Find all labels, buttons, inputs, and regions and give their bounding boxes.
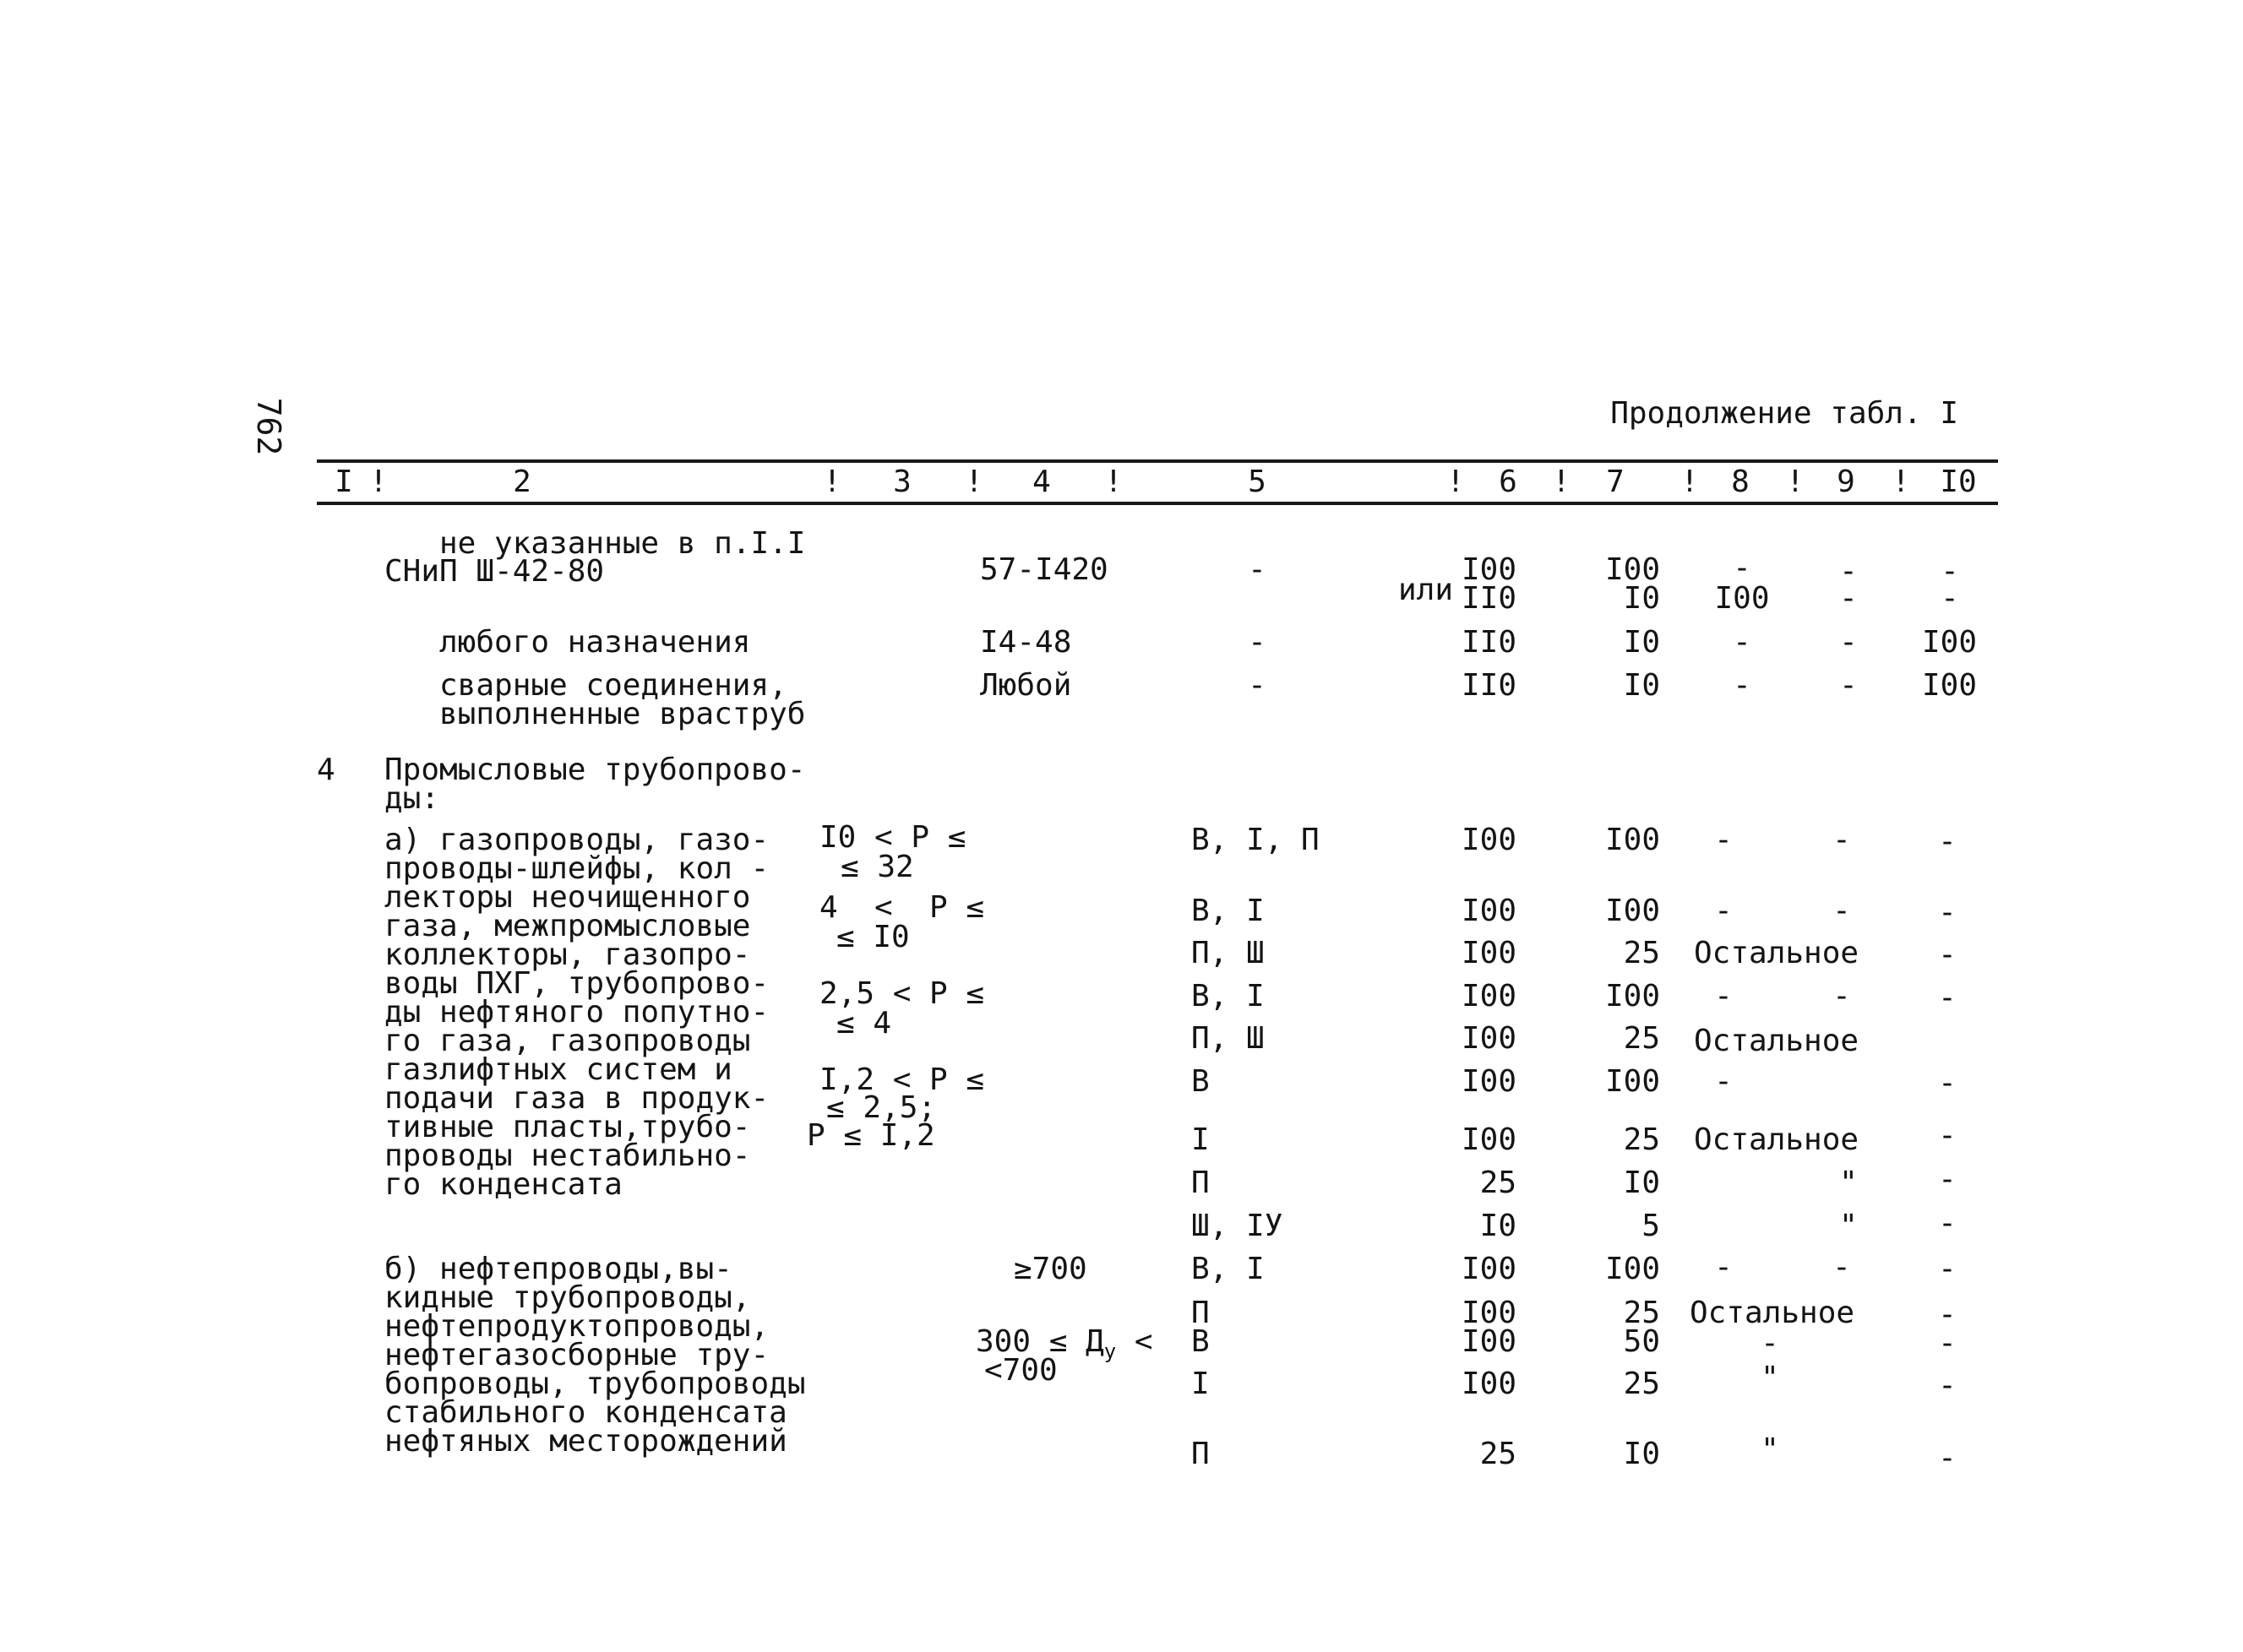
cell-col7: I00 <box>1604 823 1660 857</box>
cell-col10: I00 <box>1921 668 1977 703</box>
cell-col9: - <box>1832 1250 1851 1285</box>
cell-col7: I0 <box>1623 581 1660 616</box>
desc-line: коллекторы, газопро- <box>384 937 751 972</box>
cell-col5: В, I <box>1191 1252 1265 1286</box>
header-col-4: 4 <box>1032 465 1051 499</box>
header-col-5: 5 <box>1248 465 1266 499</box>
pressure-range: ≤ I0 <box>836 920 910 954</box>
cell-col7: 25 <box>1623 1021 1660 1056</box>
cell-col8: - <box>1714 894 1733 928</box>
table-caption: Продолжение табл. I <box>1610 396 1958 431</box>
header-separator: ! <box>1446 465 1465 499</box>
cell-col5: I <box>1191 1367 1210 1401</box>
header-separator: ! <box>1892 465 1910 499</box>
cell-col6: I00 <box>1461 936 1516 970</box>
row-description: сварные соединения, <box>439 668 787 703</box>
section-title: Промысловые трубопрово- <box>384 753 806 787</box>
or-label: или <box>1398 573 1454 607</box>
header-col-8: 8 <box>1731 465 1750 499</box>
cell-col8-9-rest: Остальное <box>1694 936 1859 970</box>
header-separator: ! <box>965 465 983 499</box>
cell-col7: I0 <box>1623 625 1660 660</box>
cell-col7: 25 <box>1623 936 1660 970</box>
cell-col8: - <box>1733 551 1751 585</box>
cell-col5: - <box>1248 552 1266 587</box>
cell-col6: I00 <box>1461 1296 1516 1330</box>
cell-col10: - <box>1938 1162 1957 1197</box>
cell-col8-9-rest: Остальное <box>1694 1122 1859 1157</box>
cell-col5: В <box>1191 1324 1210 1359</box>
desc-line: проводы-шлейфы, кол - <box>384 851 770 886</box>
cell-col6: I00 <box>1461 1021 1516 1056</box>
cell-col9: " <box>1839 1166 1858 1200</box>
header-col-9: 9 <box>1837 465 1855 499</box>
cell-col10: - <box>1938 1066 1957 1100</box>
cell-col7: I00 <box>1604 1252 1660 1286</box>
cell-col10: - <box>1938 1252 1957 1286</box>
page-number: 762 <box>250 397 287 456</box>
cell-col10: - <box>1938 1118 1957 1153</box>
cell-col5: П <box>1191 1437 1210 1471</box>
cell-col10: - <box>1941 554 1959 589</box>
cell-col7: I0 <box>1623 1166 1660 1200</box>
desc-line: ды нефтяного попутно- <box>384 995 770 1030</box>
cell-col5: П, Ш <box>1191 1021 1265 1056</box>
cell-col8: - <box>1714 1064 1733 1099</box>
section-number: 4 <box>317 753 335 787</box>
cell-col4: 57-I420 <box>980 552 1108 587</box>
cell-col5: В, I, П <box>1191 823 1320 857</box>
desc-line: проводы нестабильно- <box>384 1138 751 1173</box>
desc-line: го конденсата <box>384 1167 623 1202</box>
cell-col10: I00 <box>1921 625 1977 660</box>
cell-col8-9-rest: Остальное <box>1694 1024 1859 1058</box>
cell-col7: 5 <box>1641 1209 1660 1243</box>
cell-col6: I00 <box>1461 894 1516 928</box>
cell-col6: I00 <box>1461 823 1516 857</box>
header-separator: ! <box>1680 465 1699 499</box>
header-col-3: 3 <box>893 465 912 499</box>
cell-col8: - <box>1733 668 1751 703</box>
cell-col8: - <box>1714 823 1733 857</box>
pressure-range: 4 < P ≤ <box>819 890 985 925</box>
cell-col9: - <box>1839 625 1858 660</box>
header-col-2: 2 <box>513 465 531 499</box>
cell-col9: - <box>1832 823 1851 857</box>
cell-col6: I00 <box>1461 979 1516 1013</box>
cell-col10: - <box>1938 895 1957 930</box>
cell-col7: 25 <box>1623 1367 1660 1401</box>
cell-col5: П <box>1191 1166 1210 1200</box>
cell-col5: В <box>1191 1064 1210 1099</box>
diameter-range: <700 <box>984 1353 1058 1388</box>
cell-col5: В, I <box>1191 894 1265 928</box>
cell-col7: I00 <box>1604 1064 1660 1099</box>
desc-line: а) газопроводы, газо- <box>384 823 770 857</box>
cell-col9: - <box>1832 894 1851 928</box>
cell-col10: - <box>1938 1368 1957 1403</box>
cell-col10: - <box>1938 1441 1957 1475</box>
cell-col6: 25 <box>1479 1437 1516 1471</box>
header-bottom-rule <box>317 502 1998 505</box>
cell-col7: I0 <box>1623 1437 1660 1471</box>
cell-col8: - <box>1714 979 1733 1013</box>
desc-line: бопроводы, трубопроводы <box>384 1367 806 1401</box>
cell-col8-9-rest: Остальное <box>1690 1296 1855 1330</box>
header-separator: ! <box>823 465 841 499</box>
desc-line: воды ПХГ, трубопрово- <box>384 966 770 1001</box>
row-description: любого назначения <box>439 625 751 660</box>
desc-line: газа, межпромысловые <box>384 909 751 943</box>
desc-line: б) нефтепроводы,вы- <box>384 1252 732 1286</box>
pressure-range: ≤ 4 <box>836 1006 892 1041</box>
pressure-range: I0 < P ≤ <box>819 820 966 855</box>
cell-col9: " <box>1839 1209 1858 1243</box>
row-description: не указанные в п.I.I <box>439 526 806 561</box>
cell-col6: II0 <box>1461 668 1516 703</box>
cell-col7: I0 <box>1623 668 1660 703</box>
pressure-range: ≤ 2,5; <box>826 1090 937 1125</box>
desc-line: нефтяных месторождений <box>384 1424 787 1459</box>
cell-col8: " <box>1761 1432 1779 1467</box>
cell-col7: I00 <box>1604 894 1660 928</box>
cell-col8: " <box>1761 1361 1779 1395</box>
desc-line: кидные трубопроводы, <box>384 1280 751 1315</box>
pressure-range: 2,5 < P ≤ <box>819 976 985 1011</box>
cell-col6: I00 <box>1461 1367 1516 1401</box>
cell-col10: - <box>1938 1297 1957 1332</box>
cell-col10: - <box>1938 937 1957 972</box>
cell-col8: - <box>1761 1326 1779 1361</box>
desc-line: газлифтных систем и <box>384 1052 732 1087</box>
row-description: СНиП Ш-42-80 <box>384 554 605 589</box>
cell-col4: I4-48 <box>980 625 1072 660</box>
cell-col5: В, I <box>1191 979 1265 1013</box>
cell-col9: - <box>1839 554 1858 589</box>
cell-col7: I00 <box>1604 552 1660 587</box>
header-col-7: 7 <box>1606 465 1625 499</box>
desc-line: подачи газа в продук- <box>384 1081 770 1116</box>
cell-col6: I00 <box>1461 1122 1516 1157</box>
header-col-10: I0 <box>1940 465 1977 499</box>
header-col-1: I <box>335 465 353 499</box>
header-separator: ! <box>369 465 388 499</box>
cell-col6: I00 <box>1461 1064 1516 1099</box>
cell-col5: П <box>1191 1296 1210 1330</box>
cell-col8: - <box>1733 625 1751 660</box>
pressure-range: ≤ 32 <box>841 850 914 884</box>
cell-col7: 50 <box>1623 1324 1660 1359</box>
cell-col5: П, Ш <box>1191 936 1265 970</box>
cell-col9: - <box>1832 979 1851 1013</box>
cell-col6: I00 <box>1461 1252 1516 1286</box>
section-title: ды: <box>384 781 440 816</box>
cell-col8: - <box>1714 1250 1733 1285</box>
cell-col7: 25 <box>1623 1296 1660 1330</box>
diameter-range: ≥700 <box>1014 1252 1087 1286</box>
cell-col9: - <box>1839 581 1858 616</box>
cell-col9: - <box>1839 668 1858 703</box>
cell-col10: - <box>1941 581 1959 616</box>
cell-col6: 25 <box>1479 1166 1516 1200</box>
pressure-range: I,2 < P ≤ <box>819 1062 985 1097</box>
cell-col6: I0 <box>1479 1209 1516 1243</box>
header-col-6: 6 <box>1499 465 1517 499</box>
header-top-rule <box>317 459 1998 463</box>
cell-col10: - <box>1938 1326 1957 1361</box>
desc-line: нефтепродуктопроводы, <box>384 1309 770 1344</box>
header-separator: ! <box>1104 465 1123 499</box>
diameter-range: $300 \le Д_у$ < <box>976 1324 1153 1364</box>
desc-line: стабильного конденсата <box>384 1395 787 1430</box>
cell-col10: - <box>1938 981 1957 1015</box>
header-separator: ! <box>1786 465 1805 499</box>
cell-col5: - <box>1248 625 1266 660</box>
cell-col7: 25 <box>1623 1122 1660 1157</box>
cell-col5: Ш, IУ <box>1191 1209 1283 1243</box>
desc-line: го газа, газопроводы <box>384 1024 751 1058</box>
desc-line: лекторы неочищенного <box>384 880 751 915</box>
cell-col6: I00 <box>1461 1324 1516 1359</box>
cell-col8: I00 <box>1714 581 1770 616</box>
cell-col7: I00 <box>1604 979 1660 1013</box>
cell-col10: - <box>1938 824 1957 859</box>
pressure-range: P ≤ I,2 <box>807 1118 935 1153</box>
cell-col4: Любой <box>980 668 1072 703</box>
cell-col5: I <box>1191 1122 1210 1157</box>
cell-col6: II0 <box>1461 581 1516 616</box>
cell-col5: - <box>1248 668 1266 703</box>
cell-col6: I00 <box>1461 552 1516 587</box>
desc-line: тивные пласты,трубо- <box>384 1110 751 1144</box>
cell-col6: II0 <box>1461 625 1516 660</box>
header-separator: ! <box>1552 465 1571 499</box>
cell-col10: - <box>1938 1206 1957 1241</box>
desc-line: нефтегазосборные тру- <box>384 1338 770 1372</box>
row-description: выполненные враструб <box>439 697 806 731</box>
